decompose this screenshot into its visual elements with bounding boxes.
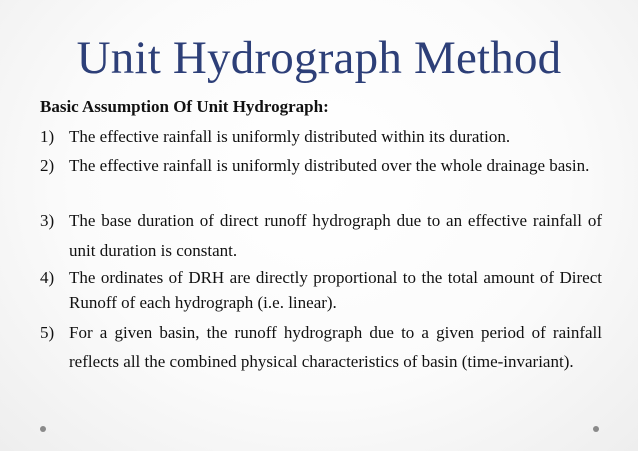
item-text: The effective rainfall is uniformly distributed over the whole drainage basin. (69, 156, 590, 175)
item-text: For a given basin, the runoff hydrograph due to a given period of rainfall reflects all the combined physical characteristics of basin (time-invariant). (69, 323, 602, 371)
item-text: The effective rainfall is uniformly distributed within its duration. (69, 127, 511, 146)
item-text: The base duration of direct runoff hydrograph due to an effective rainfall of unit duration is constant. (69, 211, 602, 260)
assumption-item (40, 126, 602, 148)
item-number: 3) (40, 211, 55, 230)
slide-title: Unit Hydrograph Method (76, 32, 562, 84)
item-number: 1) (40, 127, 55, 146)
assumption-item (40, 153, 602, 178)
decorative-dot-left (40, 426, 46, 432)
section-subheading: Basic Assumption Of Unit Hydrograph: (40, 97, 329, 116)
assumption-item (40, 206, 602, 266)
item-number: 5) (40, 323, 55, 342)
assumption-item (40, 318, 602, 376)
decorative-dot-right (593, 426, 599, 432)
assumption-item (40, 265, 602, 315)
item-number: 2) (40, 156, 55, 175)
item-text: The ordinates of DRH are directly proportional to the total amount of Direct Runoff of each hydrograph (i.e. linear). (69, 268, 602, 312)
item-number: 4) (40, 268, 55, 287)
